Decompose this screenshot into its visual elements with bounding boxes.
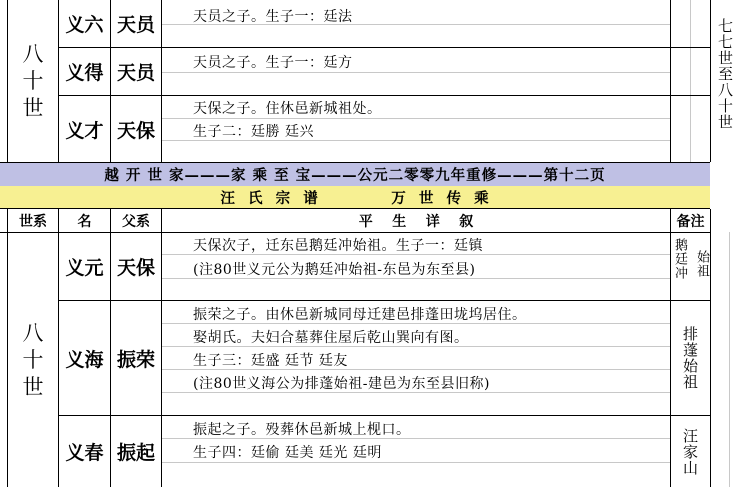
bottom-row-1-bio-line-2: (注80世义元公为鹅廷冲始祖-东邑为东至县): [193, 262, 476, 278]
top-row-1-name: 义六: [65, 14, 104, 36]
bottom-row-3-name: 义春: [65, 442, 104, 464]
bottom-row-3-bio-line-1: 振起之子。殁葬休邑新城上枧口。: [193, 422, 411, 438]
header-biography: 平 生 详 叙: [358, 213, 474, 230]
bottom-row-1-name: 义元: [65, 257, 104, 279]
bottom-row-2-name: 义海: [65, 348, 104, 371]
top-row-3-bio-line-1: 天保之子。住休邑新城祖处。: [193, 101, 382, 117]
top-row-2-name: 义得: [65, 62, 104, 84]
banner-line-1: 越 开 世 家———家 乘 至 宝———公元二零零九年重修———第十二页: [0, 162, 710, 187]
bottom-row-2-bio-line-4: (注80世义海公为排蓬始祖-建邑为东至县旧称): [193, 376, 490, 392]
top-row-3-bio-line-2: 生子二：廷勝 廷兴: [193, 124, 314, 140]
header-name: 名: [77, 213, 92, 230]
bottom-row-2-bio-line-2: 娶胡氏。夫妇合墓葬住屋后乾山巽向有图。: [193, 330, 469, 346]
bottom-row-2-bio-line-1: 振荣之子。由休邑新城同母迁建邑排蓬田垅坞居住。: [193, 307, 527, 323]
banner-line-2: 汪 氏 宗 谱 万 世 传 乘: [0, 186, 710, 209]
top-row-2-father: 天员: [116, 62, 155, 84]
bottom-row-2-note: 排蓬始祖: [681, 326, 699, 390]
top-generation-label: 八 十 世: [22, 41, 44, 120]
top-row-3-father: 天保: [116, 119, 155, 142]
bottom-row-2-bio-line-3: 生子三：廷盛 廷节 廷友: [193, 353, 348, 369]
bottom-generation-label: 八 十 世: [22, 320, 44, 399]
bottom-row-1-bio-line-1: 天保次子，迁东邑鹅廷冲始祖。生子一：廷镇: [193, 238, 483, 254]
top-row-3-name: 义才: [65, 119, 104, 142]
top-row-2-bio: 天员之子。生子一：廷方: [193, 55, 353, 71]
header-notes: 备注: [676, 213, 705, 230]
bottom-row-3-father: 振起: [116, 442, 155, 464]
header-father: 父系: [122, 213, 150, 230]
bottom-row-1-father: 天保: [116, 257, 155, 279]
bottom-row-3-bio-line-2: 生子四：廷偷 廷美 廷光 廷明: [193, 445, 382, 461]
top-row-1-father: 天员: [116, 14, 155, 36]
bottom-row-2-father: 振荣: [116, 348, 155, 371]
bottom-row-3-note: 汪家山: [681, 427, 699, 476]
bottom-row-1-note: 鹅廷冲 始祖: [672, 238, 709, 280]
top-row-1-bio: 天员之子。生子一：廷法: [193, 9, 353, 25]
side-generation-range-label: 七七世至八十世: [716, 18, 734, 130]
header-generation: 世系: [19, 213, 47, 230]
